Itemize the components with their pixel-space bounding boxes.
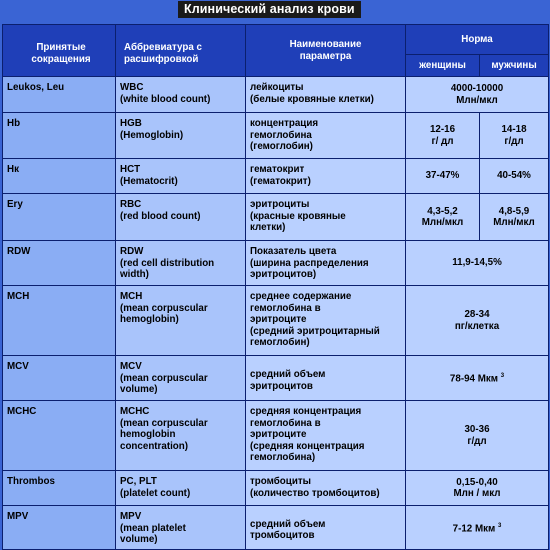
cell-code — [116, 356, 246, 401]
cell-code — [116, 113, 246, 159]
norm-unit: г/ дл — [431, 135, 454, 147]
cell-code-value: MPV — [120, 511, 142, 522]
cell-name — [246, 471, 406, 506]
cell-name — [246, 194, 406, 241]
cell-code-value: WBC — [120, 82, 144, 93]
cell-name-line: тромбоцитов — [250, 530, 315, 541]
cell-norm-women — [406, 159, 480, 194]
cell-code-desc: (red cell distribution — [120, 257, 215, 269]
cell-code-value: MCHC — [120, 406, 150, 417]
cell-name-line: эритроцитов — [250, 380, 313, 392]
cell-abbr: MCH — [3, 286, 116, 356]
cell-name-line: (красные кровяные — [250, 210, 346, 222]
norm-value-text: 7-12 Мкм — [452, 522, 496, 534]
cell-abbr: Leukos, Leu — [3, 77, 116, 113]
header-abbr-line2: сокращения — [31, 53, 91, 65]
cell-abbr: Нк — [3, 159, 116, 194]
cell-norm-common — [406, 356, 549, 401]
norm-value: 28-34 — [464, 309, 490, 320]
cell-name — [246, 159, 406, 194]
norm-value: 40-54% — [497, 170, 531, 182]
cell-name-line: (средняя концентрация — [250, 440, 365, 452]
cell-name — [246, 286, 406, 356]
norm-value: 14-18 — [501, 124, 527, 135]
cell-name-line: лейкоциты — [250, 82, 304, 93]
table-row — [3, 194, 549, 241]
cell-name-line: (средний эритроцитарный — [250, 325, 380, 337]
cell-norm-men — [480, 194, 549, 241]
cell-name-line: (белые кровяные клетки) — [250, 93, 374, 105]
cell-code — [116, 286, 246, 356]
cell-name-line: (количество тромбоцитов) — [250, 487, 380, 499]
cell-code — [116, 194, 246, 241]
cell-code-value: MCH — [120, 291, 143, 302]
cell-code-desc: width) — [120, 269, 149, 280]
table-row — [3, 506, 549, 550]
cell-norm-common — [406, 286, 549, 356]
norm-value: 4,3-5,2 — [427, 205, 458, 217]
cell-abbr: RDW — [3, 241, 116, 286]
header-code-line1: Аббревиатура с — [124, 42, 202, 53]
norm-value: 12-16 — [429, 124, 456, 135]
cell-code-desc: (mean corpuscular — [120, 417, 208, 429]
cell-name-line: средняя концентрация — [250, 406, 362, 417]
cell-name-line: гематокрит — [250, 164, 305, 175]
header-name-line1: Наименование — [289, 39, 362, 50]
norm-value: 4000-10000 — [450, 83, 504, 94]
norm-value — [406, 521, 548, 535]
cell-code-value: MCV — [120, 361, 142, 372]
cell-name-line: эритроците — [250, 429, 307, 440]
norm-unit: Млн / мкл — [453, 488, 501, 499]
cell-code-desc: hemoglobin) — [120, 314, 179, 325]
cell-norm-common — [406, 471, 549, 506]
cell-code-desc: hemoglobin — [120, 429, 176, 440]
norm-value-sup: 3 — [498, 522, 502, 529]
cell-name — [246, 113, 406, 159]
header-abbr-line1: Принятые — [36, 42, 86, 53]
norm-unit: Млн/мкл — [421, 217, 464, 228]
cell-abbr: MCHC — [3, 401, 116, 471]
cell-code-value: HCT — [120, 164, 141, 175]
norm-value: 4,8-5,9 — [498, 205, 530, 217]
norm-unit: г/дл — [467, 435, 487, 447]
norm-unit: Млн/мкл — [456, 94, 498, 106]
cell-name-line: клетки) — [250, 222, 286, 233]
norm-value: 30-36 — [464, 424, 490, 435]
norm-value: 11,9-14,5% — [452, 257, 502, 269]
cell-name — [246, 506, 406, 550]
table-row — [3, 356, 549, 401]
cell-norm-men — [480, 159, 549, 194]
header-code — [116, 25, 246, 77]
table-row — [3, 241, 549, 286]
cell-name-line: средний объем — [250, 518, 326, 530]
norm-value: 0,15-0,40 — [456, 476, 498, 488]
cell-name — [246, 401, 406, 471]
table-row — [3, 401, 549, 471]
norm-value — [406, 371, 548, 385]
cell-code — [116, 506, 246, 550]
blood-analysis-table — [2, 24, 549, 550]
header-norm: Норма — [406, 25, 549, 55]
norm-unit: г/дл — [504, 135, 524, 147]
header-name — [246, 25, 406, 77]
cell-abbr: MPV — [3, 506, 116, 550]
cell-name-line: (гемоглобин) — [250, 141, 313, 152]
cell-code-desc: (platelet count) — [120, 487, 191, 499]
table-row — [3, 113, 549, 159]
cell-code-value: PC, PLT — [120, 476, 157, 487]
cell-code-desc: (mean platelet — [120, 522, 186, 534]
norm-unit: пг/клетка — [454, 320, 500, 332]
table-row — [3, 471, 549, 506]
cell-name-line: эритроцитов) — [250, 269, 317, 280]
title-bar — [0, 0, 550, 20]
cell-code-desc: volume) — [120, 384, 158, 395]
cell-norm-common — [406, 506, 549, 550]
header-row-1 — [3, 25, 549, 55]
cell-name-line: среднее содержание — [250, 291, 352, 302]
cell-norm-common — [406, 401, 549, 471]
table-row — [3, 286, 549, 356]
norm-value-text: 78-94 Мкм — [449, 373, 499, 385]
cell-name-line: (ширина распределения — [250, 257, 369, 269]
header-name-line2: параметра — [299, 50, 352, 62]
cell-name-line: эритроциты — [250, 199, 310, 210]
cell-norm-men — [480, 113, 549, 159]
cell-name-line: Показатель цвета — [250, 246, 337, 257]
cell-name-line: гемоглобина в — [250, 417, 321, 429]
table-row — [3, 77, 549, 113]
cell-name-line: гемоглобин) — [250, 337, 310, 348]
cell-code-desc: (mean corpuscular — [120, 372, 208, 384]
header-abbr — [3, 25, 116, 77]
norm-unit: Млн/мкл — [493, 217, 535, 228]
cell-abbr: MCV — [3, 356, 116, 401]
cell-name-line: тромбоциты — [250, 476, 312, 487]
norm-value: 37-47% — [425, 170, 460, 182]
cell-code-value: HGB — [120, 118, 142, 129]
cell-code — [116, 77, 246, 113]
norm-value-sup: 3 — [500, 373, 505, 380]
cell-norm-common — [406, 77, 549, 113]
cell-norm-women — [406, 113, 480, 159]
cell-name-line: гемоглобина) — [250, 452, 316, 463]
cell-code — [116, 159, 246, 194]
cell-norm-common — [406, 241, 549, 286]
cell-abbr: Hb — [3, 113, 116, 159]
cell-abbr: Thrombos — [3, 471, 116, 506]
cell-code-desc: (Hemoglobin) — [120, 129, 184, 141]
cell-name-line: концентрация — [250, 118, 319, 129]
header-women: женщины — [406, 55, 480, 77]
cell-code-desc: concentration) — [120, 440, 189, 452]
cell-name — [246, 241, 406, 286]
cell-code — [116, 471, 246, 506]
cell-code — [116, 401, 246, 471]
cell-name — [246, 356, 406, 401]
cell-name — [246, 77, 406, 113]
table-row — [3, 159, 549, 194]
cell-code-desc: (Hematocrit) — [120, 175, 178, 187]
cell-code — [116, 241, 246, 286]
cell-code-desc: (white blood count) — [120, 93, 211, 105]
header-men: мужчины — [480, 55, 549, 77]
cell-code-desc: (red blood count) — [120, 210, 201, 222]
cell-code-desc: (mean corpuscular — [120, 302, 208, 314]
cell-name-line: (гематокрит) — [250, 175, 311, 187]
cell-name-line: эритроците — [250, 314, 307, 325]
cell-name-line: гемоглобина — [250, 129, 312, 141]
cell-name-line: гемоглобина в — [250, 302, 321, 314]
cell-code-desc: volume) — [120, 534, 158, 545]
cell-name-line: средний объем — [250, 369, 326, 380]
page-title: Клинический анализ крови — [178, 1, 361, 18]
cell-code-value: RDW — [120, 246, 144, 257]
cell-code-value: RBC — [120, 199, 142, 210]
header-code-line2: расшифровкой — [124, 53, 199, 65]
cell-norm-women — [406, 194, 480, 241]
cell-abbr: Ery — [3, 194, 116, 241]
